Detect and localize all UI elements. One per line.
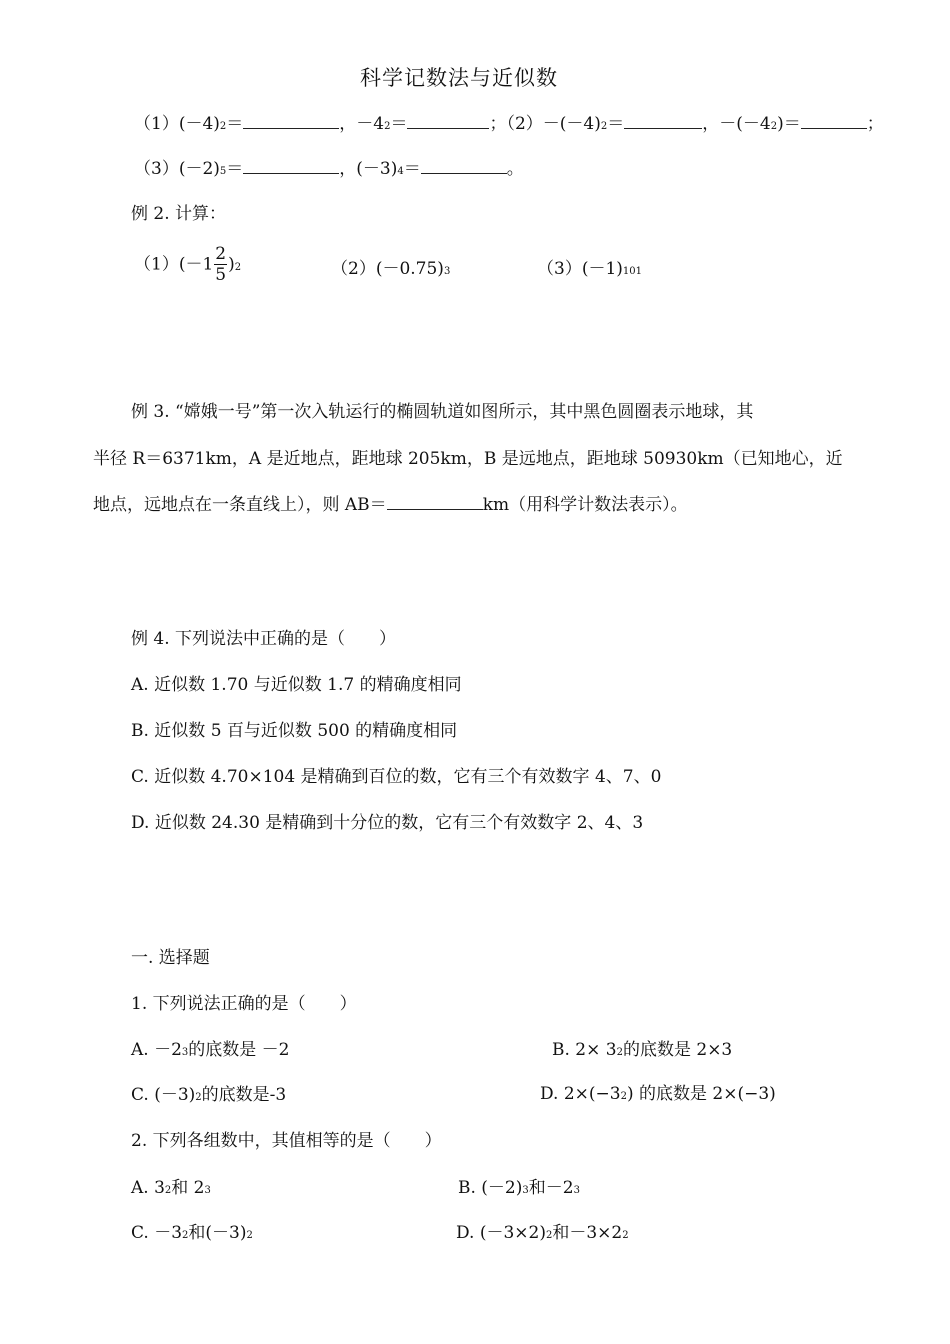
exercise-1-line-2 (134, 161, 524, 178)
answer-blank[interactable] (421, 172, 507, 174)
problem-text: km（用科学计数法表示）。 (482, 495, 688, 515)
option-text: A. 3 (131, 1178, 165, 1198)
ex1-part: ＝ (226, 114, 244, 134)
exponent: 2 (622, 1230, 629, 1241)
answer-blank[interactable] (407, 127, 489, 129)
option-text: 和－3×2 (552, 1223, 623, 1243)
option-text: C. (－3) (131, 1085, 196, 1105)
ex1-part: ；（2）－(－4) (489, 114, 601, 134)
ex1-part: （1）(－4) (134, 114, 220, 134)
exponent: 3 (522, 1185, 529, 1196)
section-heading: 一. 选择题 (131, 948, 210, 968)
ex1-part: ＝ (403, 159, 421, 179)
question-1-stem: 1. 下列说法正确的是（ ） (131, 994, 357, 1014)
exponent: 2 (600, 121, 608, 132)
fraction-numerator: 2 (215, 244, 227, 264)
question-2-option-c (131, 1225, 253, 1242)
ex1-part: ＝ (226, 159, 244, 179)
page-title: 科学记数法与近似数 (360, 66, 558, 90)
option-text: 的底数是 －2 (188, 1040, 290, 1060)
exponent: 2 (164, 1185, 172, 1196)
example-4-heading: 例 4. 下列说法中正确的是（ ） (131, 629, 397, 649)
exercise-1-line-1 (134, 116, 884, 133)
question-2-option-a (131, 1180, 211, 1197)
exponent: 2 (234, 261, 242, 273)
answer-blank[interactable] (801, 127, 867, 129)
exponent: 2 (182, 1230, 189, 1241)
question-1-option-a (131, 1042, 290, 1059)
exponent: 5 (219, 166, 227, 177)
answer-blank[interactable] (243, 172, 339, 174)
exponent: 3 (443, 266, 451, 277)
problem-text: （3）(－1) (537, 259, 623, 279)
example-3-line-1: 例 3. “嫦娥一号”第一次入轨运行的椭圆轨道如图所示，其中黑色圆圈表示地球，其 (131, 402, 754, 422)
fraction-denominator: 5 (215, 265, 227, 285)
exponent: 2 (616, 1047, 623, 1058)
problem-text: ) (228, 254, 235, 275)
option-text: ) 的底数是 2×(−3) (626, 1084, 776, 1104)
question-1-option-b (552, 1042, 732, 1059)
option-text: D. 2×(−3 (540, 1084, 621, 1104)
example-3-line-2: 半径 R＝6371km，A 是近地点，距地球 205km，B 是远地点，距地球 50930km（已知地心，近 (93, 449, 843, 469)
ex1-part: ； (866, 114, 884, 134)
ex1-part: )＝ (777, 114, 801, 134)
option-b: B. 近似数 5 百与近似数 500 的精确度相同 (131, 721, 458, 741)
example-3-line-3 (93, 497, 688, 514)
exponent: 2 (545, 1230, 553, 1241)
exponent: 2 (770, 121, 778, 132)
option-text: A. －2 (131, 1040, 182, 1060)
problem-text: （2）(－0.75) (331, 259, 444, 279)
question-1-option-d (540, 1086, 776, 1103)
example-2-heading: 例 2. 计算： (131, 204, 227, 224)
ex1-part: ＝ (607, 114, 625, 134)
option-text: C. －3 (131, 1223, 183, 1243)
ex1-part: ＝ (390, 114, 408, 134)
exponent: 2 (246, 1230, 253, 1241)
option-text: 和(－3) (188, 1223, 247, 1243)
answer-blank[interactable] (243, 127, 339, 129)
ex1-part: ，－4 (339, 114, 385, 134)
option-text: D. (－3×2) (456, 1223, 546, 1243)
exponent: 3 (573, 1185, 580, 1196)
ex1-part: ，－(－4 (702, 114, 771, 134)
exponent: 2 (620, 1091, 627, 1102)
fraction (214, 246, 227, 284)
exponent: 2 (219, 121, 227, 132)
exponent: 3 (181, 1047, 189, 1058)
example-2-problem-3 (537, 261, 642, 278)
exponent: 4 (397, 166, 404, 177)
problem-text: 地点，远地点在一条直线上），则 AB＝ (93, 495, 387, 515)
ex1-part: ，(－3) (339, 159, 398, 179)
ex1-part: 。 (506, 159, 524, 179)
question-2-stem: 2. 下列各组数中，其值相等的是（ ） (131, 1131, 442, 1151)
option-text: 和－2 (528, 1178, 574, 1198)
answer-blank[interactable] (624, 127, 702, 129)
problem-text: （1）(－1 (134, 254, 214, 275)
option-c: C. 近似数 4.70×104 是精确到百位的数，它有三个有效数字 4、7、0 (131, 767, 662, 787)
exponent: 3 (204, 1185, 211, 1196)
ex1-part: （3）(－2) (134, 159, 220, 179)
option-d: D. 近似数 24.30 是精确到十分位的数，它有三个有效数字 2、4、3 (131, 813, 644, 833)
option-a: A. 近似数 1.70 与近似数 1.7 的精确度相同 (131, 675, 462, 695)
option-text: B. 2× 3 (552, 1040, 617, 1060)
option-text: B. (－2) (458, 1178, 523, 1198)
exponent: 2 (195, 1092, 202, 1103)
question-1-option-c (131, 1087, 286, 1104)
exponent: 101 (622, 266, 642, 277)
option-text: 的底数是-3 (201, 1085, 287, 1105)
option-text: 的底数是 2×3 (622, 1040, 733, 1060)
example-2-problem-2 (331, 261, 450, 278)
question-2-option-b (458, 1180, 580, 1197)
option-text: 和 2 (171, 1178, 205, 1198)
answer-blank[interactable] (387, 508, 483, 510)
exponent: 2 (384, 121, 391, 132)
question-2-option-d (456, 1225, 629, 1242)
example-2-problem-1 (134, 246, 241, 284)
